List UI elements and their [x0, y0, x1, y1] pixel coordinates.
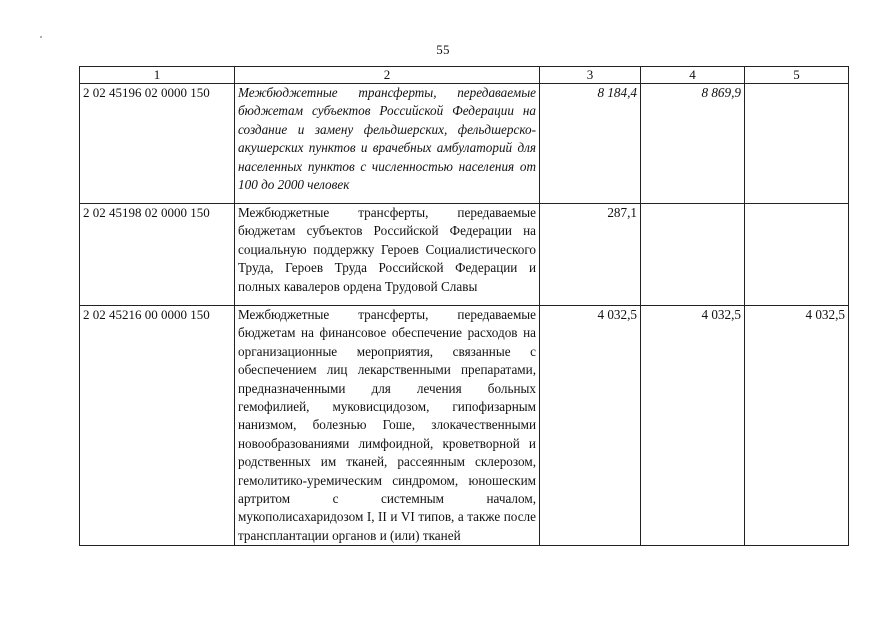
column-header-3: 3	[540, 67, 641, 84]
amount-col3-cell: 4 032,5	[540, 306, 641, 546]
amount-col5-cell	[745, 204, 849, 306]
amount-col4-cell	[641, 204, 745, 306]
table-row	[80, 306, 849, 546]
page-number: 55	[436, 42, 450, 57]
column-header-2: 2	[235, 67, 540, 84]
description-cell: Межбюджетные трансферты, передаваемые бюджетам субъектов Российской Федерации на создание и замену фельдшерских, фельдшерско-акушерских пунктов и врачебных амбулаторий для населенных пунктов с численностью населения от 100 до 2000 человек	[235, 84, 540, 204]
description-cell: Межбюджетные трансферты, передаваемые бюджетам на финансовое обеспечение расходов на организационные мероприятия, связанные с обеспечением лиц лекарственными препаратами, предназначенными для лечения больных гемофилией, муковисцидозом, гипофизарным нанизмом, болезнью Гоше, злокачественными новообразованиями лимфоидной, кроветворной и родственных им тканей, рассеянным склерозом, гемолитико-уремическим синдромом, юношеским артритом с системным началом, мукополисахаридозом I, II и VI типов, а также после трансплантации органов и (или) тканей	[235, 306, 540, 546]
amount-col3-cell: 8 184,4	[540, 84, 641, 204]
budget-code-cell: 2 02 45216 00 0000 150	[80, 306, 235, 546]
table-header-row	[80, 67, 849, 84]
amount-col4-cell: 8 869,9	[641, 84, 745, 204]
column-header-5: 5	[745, 67, 849, 84]
amount-col3-cell: 287,1	[540, 204, 641, 306]
amount-col5-cell: 4 032,5	[745, 306, 849, 546]
table-row	[80, 204, 849, 306]
scan-speck	[40, 36, 42, 38]
column-header-4: 4	[641, 67, 745, 84]
description-cell: Межбюджетные трансферты, передаваемые бюджетам субъектов Российской Федерации на социальную поддержку Героев Социалистического Труда, Героев Труда Российской Федерации и полных кавалеров ордена Трудовой Славы	[235, 204, 540, 306]
column-header-1: 1	[80, 67, 235, 84]
amount-col4-cell: 4 032,5	[641, 306, 745, 546]
amount-col5-cell	[745, 84, 849, 204]
budget-code-cell: 2 02 45198 02 0000 150	[80, 204, 235, 306]
budget-code-cell: 2 02 45196 02 0000 150	[80, 84, 235, 204]
budget-table	[79, 66, 849, 546]
table-row	[80, 84, 849, 204]
